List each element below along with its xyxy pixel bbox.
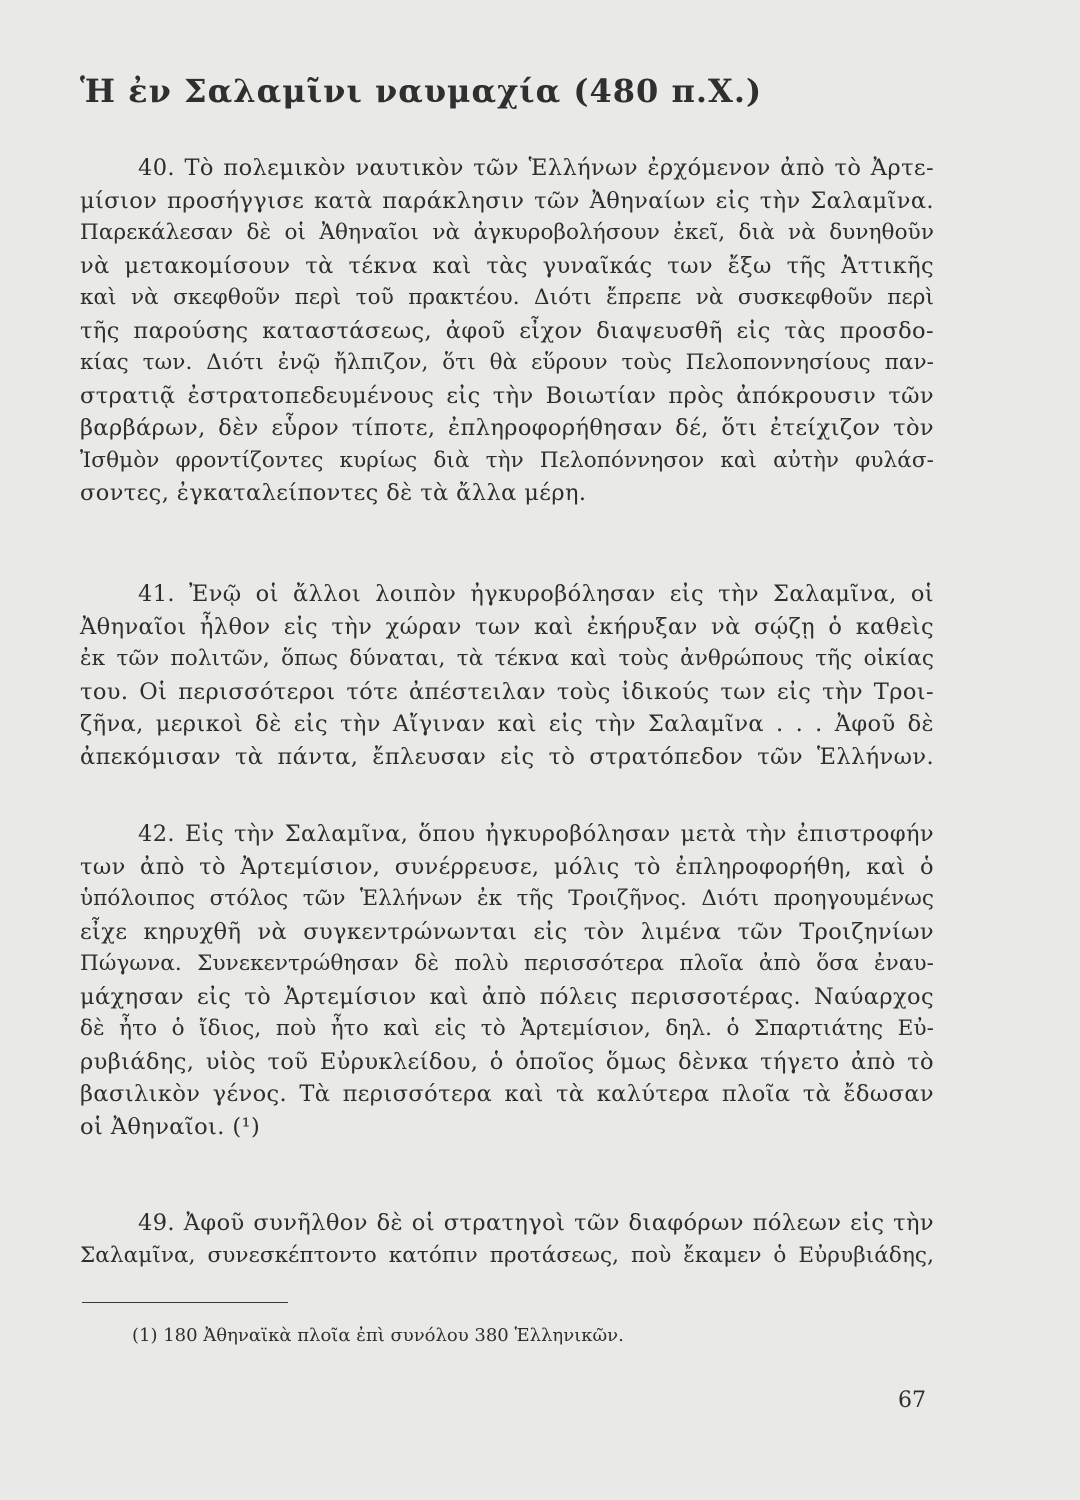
text-line: των ἀπὸ τὸ Ἀρτεμίσιον, συνέρρευσε, μόλις τὸ ἐπληροφορήθη, καὶ ὁ (80, 853, 934, 880)
text-line: 42. Εἰς τὴν Σαλαμῖνα, ὅπου ἠγκυροβόλησαν μετὰ τὴν ἐπιστροφήν (138, 821, 934, 847)
text-line: κίας των. Διότι ἐνῷ ἤλπιζον, ὅτι θὰ εὕρουν τοὺς Πελοποννησίους παν- (80, 350, 934, 375)
paragraph-49 (80, 1207, 934, 1272)
paragraph-40 (80, 152, 934, 510)
text-line: μάχησαν εἰς τὸ Ἀρτεμίσιον καὶ ἀπὸ πόλεις περισσοτέρας. Ναύαρχος (80, 983, 934, 1010)
text-line: οἱ Ἀθηναῖοι. (¹) (80, 1113, 261, 1140)
text-line: Σαλαμῖνα, συνεσκέπτοντο κατόπιν προτάσεως, ποὺ ἔκαμεν ὁ Εὐρυβιάδης, (80, 1242, 934, 1268)
text-line: νὰ μετακομίσουν τὰ τέκνα καὶ τὰς γυναῖκάς των ἔξω τῆς Ἀττικῆς (80, 252, 934, 279)
text-line: ζῆνα, μερικοὶ δὲ εἰς τὴν Αἴγιναν καὶ εἰς τὴν Σαλαμῖνα . . . Ἀφοῦ δὲ (80, 711, 934, 737)
text-line: σοντες, ἐγκαταλείποντες δὲ τὰ ἄλλα μέρη. (80, 480, 587, 506)
text-line: βαρβάρων, δὲν εὗρον τίποτε, ἐπληροφορήθησαν δέ, ὅτι ἐτείχιζον τὸν (80, 415, 934, 441)
text-line: ἐκ τῶν πολιτῶν, ὅπως δύναται, τὰ τέκνα καὶ τοὺς ἀνθρώπους τῆς οἰκίας (80, 646, 934, 671)
text-line: Ἰσθμὸν φροντίζοντες κυρίως διὰ τὴν Πελοπόννησον καὶ αὐτὴν φυλάσ- (80, 447, 934, 473)
paragraph-42 (80, 818, 934, 1143)
text-line: 49. Ἀφοῦ συνῆλθον δὲ οἱ στρατηγοὶ τῶν διαφόρων πόλεων εἰς τὴν (138, 1210, 934, 1236)
footnote-divider (82, 1302, 288, 1303)
text-line: 41. Ἐνῷ οἱ ἄλλοι λοιπὸν ἠγκυροβόλησαν εἰς τὴν Σαλαμῖνα, οἱ (138, 581, 934, 607)
page-number: 67 (898, 1388, 926, 1413)
text-line: ὑπόλοιπος στόλος τῶν Ἑλλήνων ἐκ τῆς Τροιζῆνος. Διότι προηγουμένως (80, 886, 934, 911)
text-line: ἀπεκόμισαν τὰ πάντα, ἔπλευσαν εἰς τὸ στρατόπεδον τῶν Ἑλλήνων. (80, 743, 934, 770)
text-line: εἶχε κηρυχθῆ νὰ συγκεντρώνωνται εἰς τὸν λιμένα τῶν Τροιζηνίων (80, 918, 934, 945)
footnote: (1) 180 Ἀθηναϊκὰ πλοῖα ἐπὶ συνόλου 380 Ἑλληνικῶν. (132, 1325, 624, 1346)
text-line: βασιλικὸν γένος. Τὰ περισσότερα καὶ τὰ καλύτερα πλοῖα τὰ ἔδωσαν (80, 1081, 934, 1107)
paragraph-41 (80, 578, 934, 773)
text-line: δὲ ἦτο ὁ ἴδιος, ποὺ ἦτο καὶ εἰς τὸ Ἀρτεμίσιον, δηλ. ὁ Σπαρτιάτης Εὐ- (80, 1016, 934, 1041)
text-line: Παρεκάλεσαν δὲ οἱ Ἀθηναῖοι νὰ ἀγκυροβολήσουν ἐκεῖ, διὰ νὰ δυνηθοῦν (80, 220, 934, 245)
text-line: του. Οἱ περισσότεροι τότε ἀπέστειλαν τοὺς ἰδικούς των εἰς τὴν Τροι- (80, 678, 934, 705)
text-line: Πώγωνα. Συνεκεντρώθησαν δὲ πολὺ περισσότερα πλοῖα ἀπὸ ὅσα ἐναυ- (80, 951, 934, 976)
text-line: καὶ νὰ σκεφθοῦν περὶ τοῦ πρακτέου. Διότι ἔπρεπε νὰ συσκεφθοῦν περὶ (80, 285, 934, 310)
text-line: μίσιον προσήγγισε κατὰ παράκλησιν τῶν Ἀθηναίων εἰς τὴν Σαλαμῖνα. (80, 187, 934, 214)
section-heading: Ἡ ἐν Σαλαμῖνι ναυμαχία (480 π.Χ.) (80, 72, 763, 110)
text-line: στρατιᾷ ἐστρατοπεδευμένους εἰς τὴν Βοιωτίαν πρὸς ἀπόκρουσιν τῶν (80, 382, 934, 409)
text-line: 40. Τὸ πολεμικὸν ναυτικὸν τῶν Ἑλλήνων ἐρχόμενον ἀπὸ τὸ Ἀρτε- (138, 155, 934, 181)
text-line: ρυβιάδης, υἱὸς τοῦ Εὐρυκλείδου, ὁ ὁποῖος ὅμως δὲνκα τήγετο ἀπὸ τὸ (80, 1048, 934, 1075)
text-line: Ἀθηναῖοι ἦλθον εἰς τὴν χώραν των καὶ ἐκήρυξαν νὰ σῴζῃ ὁ καθεὶς (80, 613, 934, 640)
text-line: τῆς παρούσης καταστάσεως, ἀφοῦ εἶχον διαψευσθῆ εἰς τὰς προσδο- (80, 317, 934, 344)
